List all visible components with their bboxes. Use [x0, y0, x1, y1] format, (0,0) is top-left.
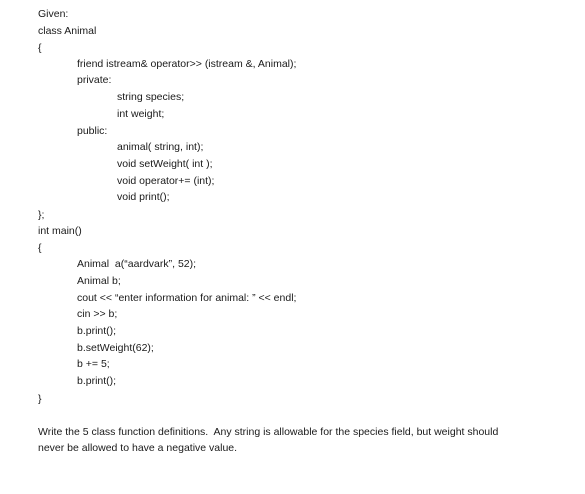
print-declaration: void print(); [117, 191, 170, 203]
print-call-1: b.print(); [77, 325, 117, 337]
operator-declaration: void operator+= (int); [117, 175, 215, 187]
class-close-brace: }; [38, 209, 45, 221]
weight-member: int weight; [117, 108, 165, 120]
instructions-line-1: Write the 5 class function definitions. Any string is allowable for the species field, but weight should [38, 426, 499, 438]
main-open-brace: { [38, 242, 42, 254]
friend-declaration: friend istream& operator>> (istream &, Animal); [77, 58, 297, 70]
plus-equals-statement: b += 5; [77, 358, 110, 370]
public-label: public: [77, 125, 108, 137]
species-member: string species; [117, 91, 185, 103]
instructions-line-2: never be allowed to have a negative value. [38, 442, 238, 454]
main-declaration: int main() [38, 225, 82, 237]
class-open-brace: { [38, 42, 42, 54]
animal-a-statement: Animal a(“aardvark”, 52); [77, 258, 197, 270]
cin-statement: cin >> b; [77, 308, 118, 320]
given-label: Given: [38, 8, 69, 20]
animal-b-statement: Animal b; [77, 275, 121, 287]
class-declaration: class Animal [38, 25, 97, 37]
main-close-brace: } [38, 393, 42, 405]
print-call-2: b.print(); [77, 375, 117, 387]
constructor-declaration: animal( string, int); [117, 141, 204, 153]
setweight-declaration: void setWeight( int ); [117, 158, 213, 170]
cout-statement: cout << “enter information for animal: ” << endl; [77, 292, 297, 304]
private-label: private: [77, 74, 112, 86]
setweight-call: b.setWeight(62); [77, 342, 154, 354]
